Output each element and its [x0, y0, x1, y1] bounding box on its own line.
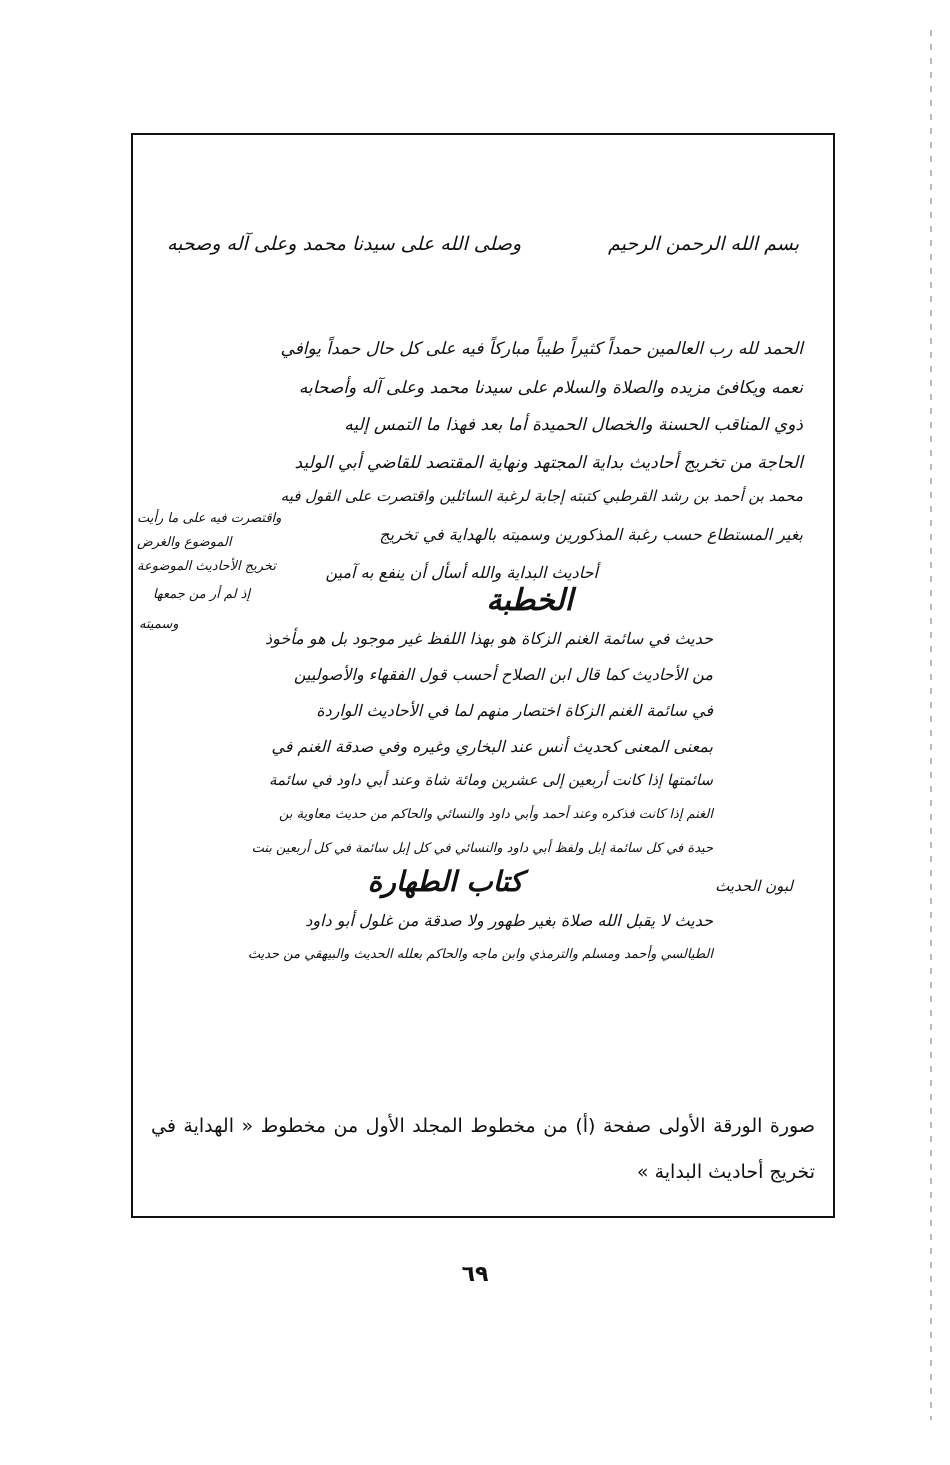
- manuscript-image: [133, 135, 833, 1095]
- manuscript-intro-line: الحمد لله رب العالمين حمداً كثيراً طيباً مباركاً فيه على كل حال حمداً يوافي: [280, 339, 803, 359]
- manuscript-intro-line: أحاديث البداية والله أسأل أن ينفع به آمين: [325, 563, 598, 582]
- manuscript-khutba-line: حيدة في كل سائمة إبل ولفظ أبي داود والنسائي في كل إبل سائمة في كل أربعين بنت: [251, 841, 713, 856]
- manuscript-basmala: بسم الله الرحمن الرحيم: [608, 233, 799, 255]
- manuscript-intro-line: بغير المستطاع حسب رغبة المذكورين وسميته بالهداية في تخريج: [379, 525, 803, 544]
- manuscript-khutba-line: لبون الحديث: [715, 877, 793, 895]
- manuscript-margin-note: تخريج الأحاديث الموضوعة: [137, 559, 276, 574]
- manuscript-margin-note: وسميته: [139, 617, 179, 632]
- manuscript-intro-line: محمد بن أحمد بن رشد القرطبي كتبته إجابة لرغبة السائلين واقتصرت على القول فيه: [280, 487, 803, 505]
- manuscript-tahara-line: حديث لا يقبل الله صلاة بغير طهور ولا صدقة من غلول أبو داود: [305, 911, 713, 930]
- manuscript-intro-line: الحاجة من تخريج أحاديث بداية المجتهد ونهاية المقتصد للقاضي أبي الوليد: [294, 453, 803, 473]
- page-number: ٦٩: [461, 1262, 489, 1287]
- manuscript-intro-line: ذوي المناقب الحسنة والخصال الحميدة أما بعد فهذا ما التمس إليه: [344, 415, 803, 435]
- manuscript-margin-note: إذ لم أر من جمعها: [153, 587, 251, 602]
- manuscript-heading-tahara: كتاب الطهارة: [367, 865, 523, 898]
- page-edge-mark: [930, 30, 932, 1420]
- manuscript-margin-note: الموضوع والغرض: [137, 535, 232, 550]
- manuscript-tahara-line: الطيالسي وأحمد ومسلم والترمذي وابن ماجه والحاكم بعلله الحديث والبيهقي من حديث: [247, 947, 713, 962]
- manuscript-frame: [131, 133, 835, 1218]
- manuscript-khutba-line: الغنم إذا كانت فذكره وعند أحمد وأبي داود والنسائي والحاكم من حديث معاوية بن: [279, 807, 713, 822]
- manuscript-khutba-line: بمعنى المعنى كحديث أنس عند البخاري وغيره وفي صدقة الغنم في: [271, 737, 713, 756]
- manuscript-blessing: وصلى الله على سيدنا محمد وعلى آله وصحبه: [167, 233, 522, 255]
- manuscript-khutba-line: حديث في سائمة الغنم الزكاة هو بهذا اللفظ غير موجود بل هو مأخوذ: [265, 629, 713, 648]
- manuscript-intro-line: نعمه ويكافئ مزيده والصلاة والسلام على سيدنا محمد وعلى آله وأصحابه: [298, 378, 803, 398]
- manuscript-khutba-line: من الأحاديث كما قال ابن الصلاح أحسب قول الفقهاء والأصوليين: [293, 665, 713, 684]
- manuscript-khutba-line: سائمتها إذا كانت أربعين إلى عشرين ومائة شاة وعند أبي داود في سائمة: [268, 771, 713, 789]
- manuscript-margin-note: واقتصرت فيه على ما رأيت: [137, 511, 282, 526]
- manuscript-khutba-line: في سائمة الغنم الزكاة اختصار منهم لما في الأحاديث الواردة: [316, 701, 713, 720]
- manuscript-heading-khutba: الخطبة: [486, 583, 573, 618]
- figure-caption: صورة الورقة الأولى صفحة (أ) من مخطوط المجلد الأول من مخطوط « الهداية في تخريج أحاديث البداية »: [151, 1115, 815, 1183]
